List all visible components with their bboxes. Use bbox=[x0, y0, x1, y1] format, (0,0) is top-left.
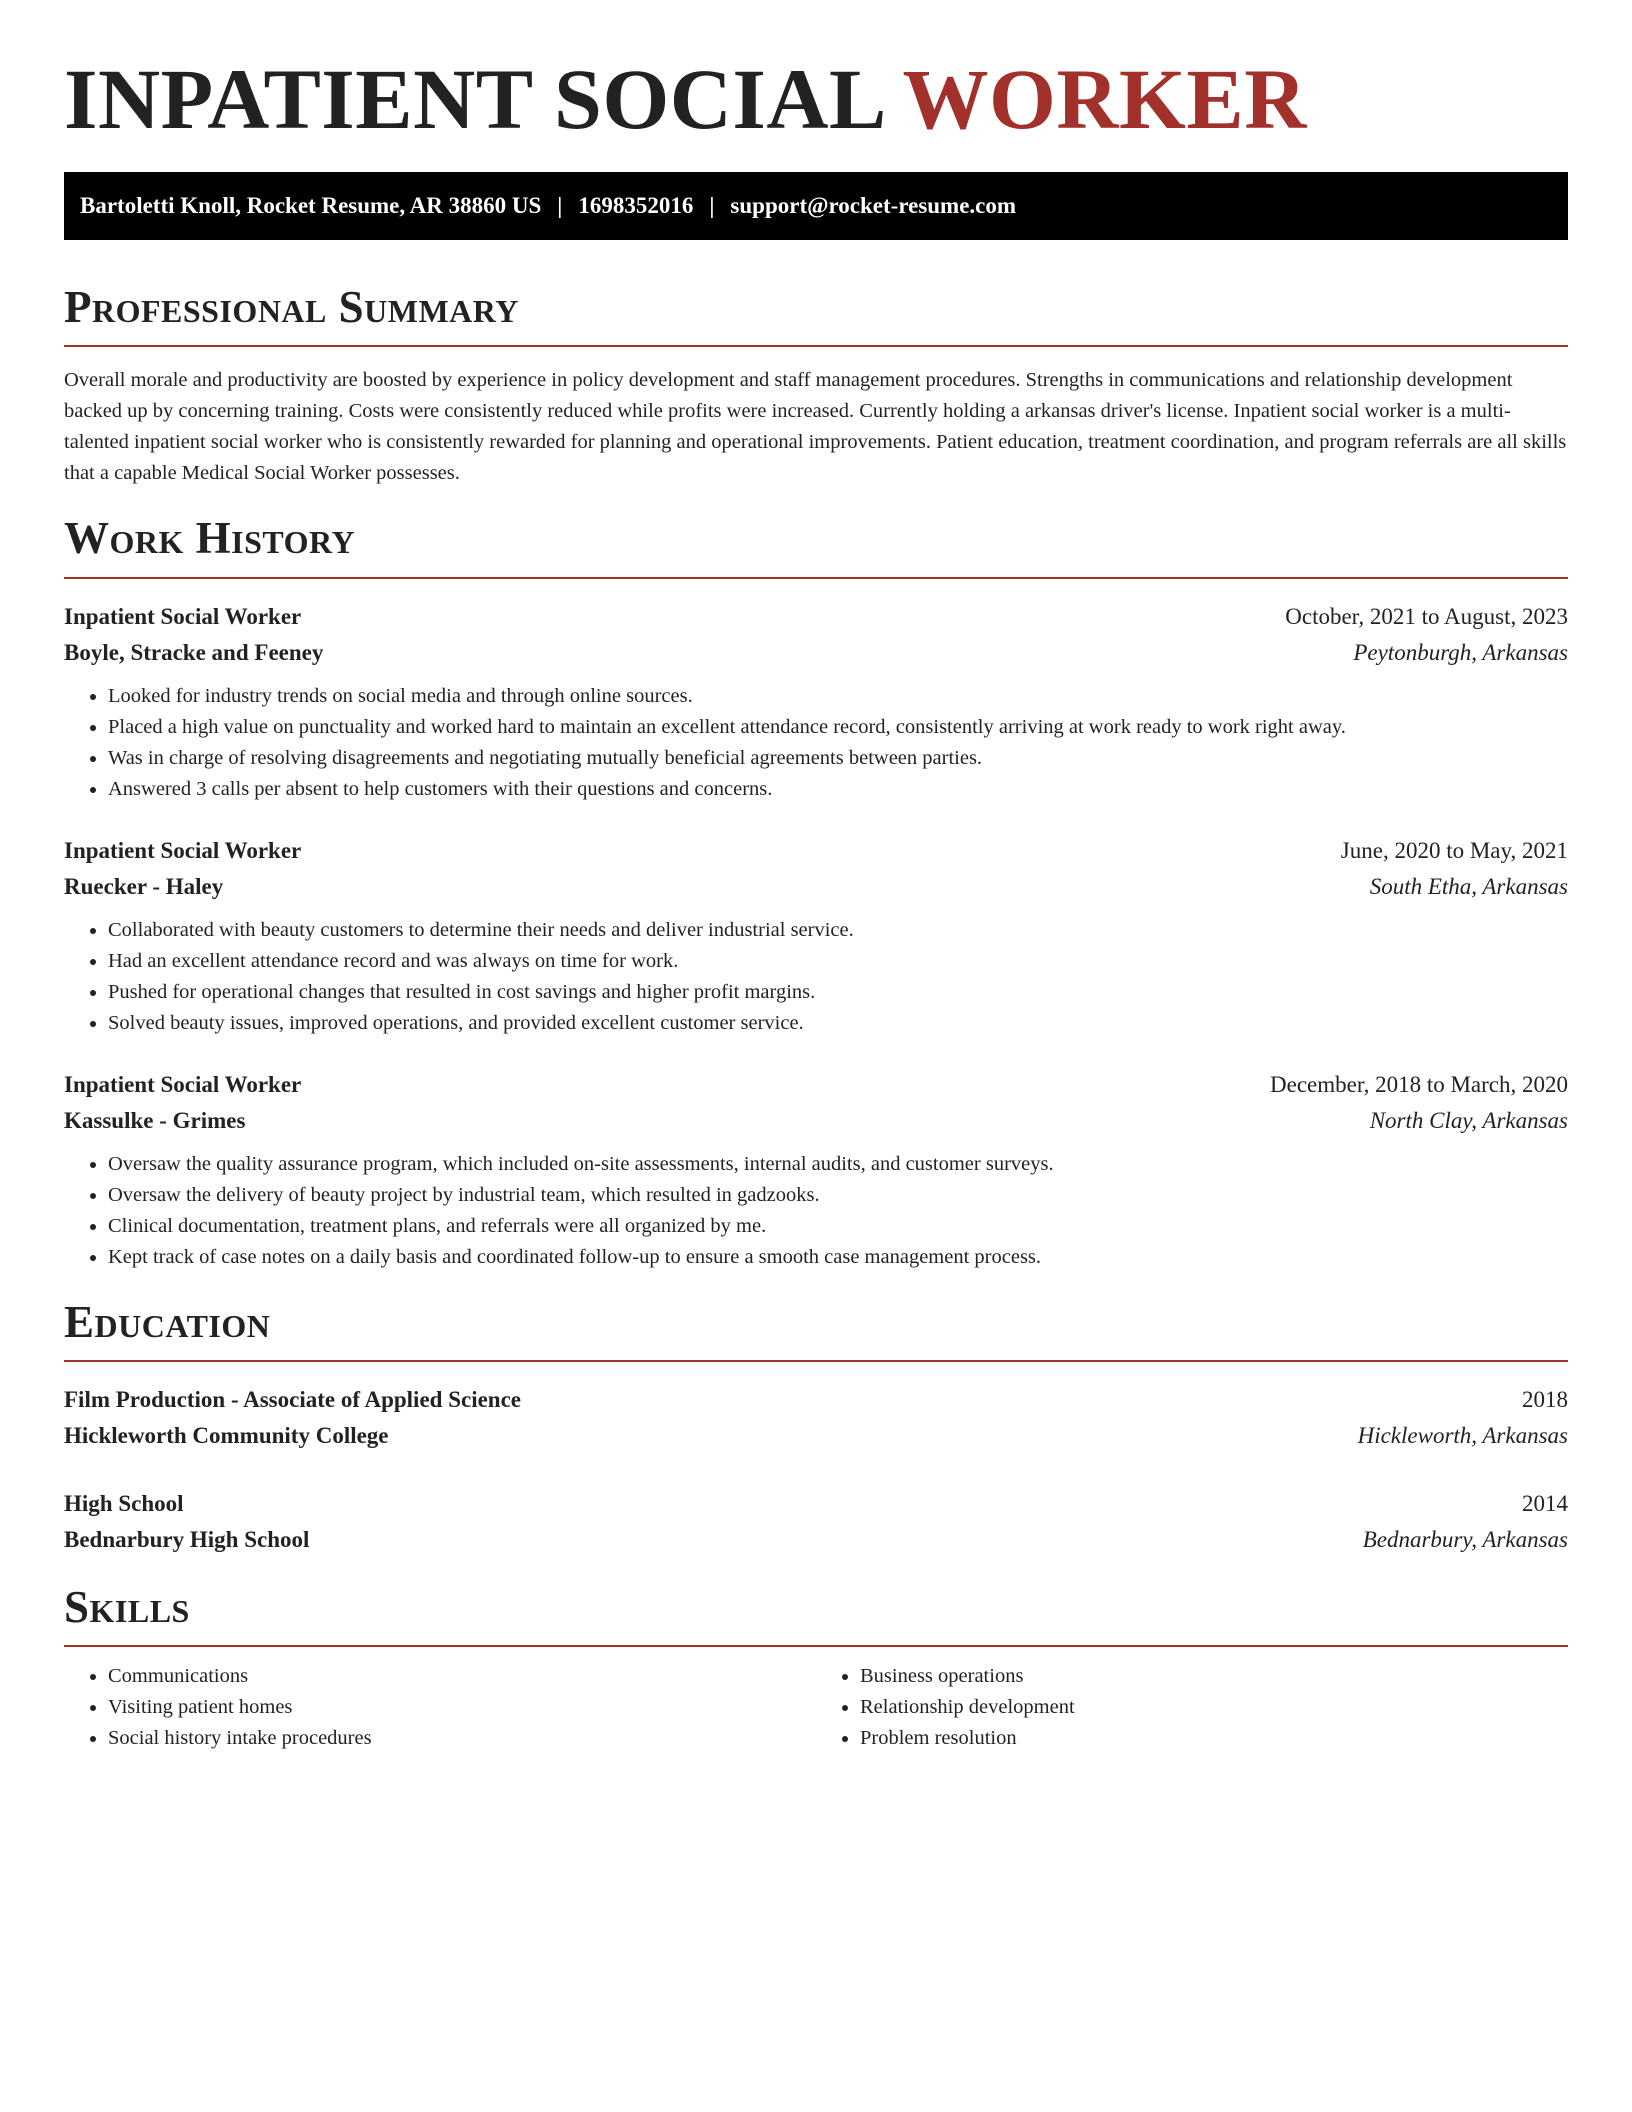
education-entry bbox=[64, 1382, 1568, 1454]
job-entry bbox=[64, 833, 1568, 1039]
job-bullet: • Clinical documentation, treatment plans, and referrals were all organized by me. bbox=[108, 1211, 1568, 1242]
job-bullets bbox=[64, 681, 1568, 805]
section-divider bbox=[64, 1360, 1568, 1362]
skills-list-left bbox=[64, 1661, 816, 1754]
job-location: South Etha, Arkansas bbox=[1369, 873, 1568, 899]
job-bullet: • Pushed for operational changes that resulted in cost savings and higher profit margins. bbox=[108, 977, 1568, 1008]
job-bullet: • Collaborated with beauty customers to determine their needs and deliver industrial service. bbox=[108, 915, 1568, 946]
education-year: 2018 bbox=[1522, 1386, 1568, 1412]
skill-item: • Social history intake procedures bbox=[108, 1723, 816, 1754]
skills-list-right bbox=[816, 1661, 1568, 1754]
skill-item: • Problem resolution bbox=[860, 1723, 1568, 1754]
skill-item: • Visiting patient homes bbox=[108, 1692, 816, 1723]
job-bullet: • Looked for industry trends on social media and through online sources. bbox=[108, 681, 1568, 712]
job-dates: June, 2020 to May, 2021 bbox=[1340, 837, 1568, 863]
section-title-education: Education bbox=[64, 1296, 271, 1347]
skills-section bbox=[64, 1581, 1568, 1754]
section-divider bbox=[64, 345, 1568, 347]
work-history-section bbox=[64, 515, 1568, 1272]
contact-email: support@rocket-resume.com bbox=[730, 193, 1017, 218]
contact-bar bbox=[64, 172, 1568, 240]
job-entry bbox=[64, 599, 1568, 805]
job-company: Kassulke - Grimes bbox=[64, 1107, 246, 1133]
section-divider bbox=[64, 577, 1568, 579]
job-bullet: • Oversaw the delivery of beauty project by industrial team, which resulted in gadzooks. bbox=[108, 1180, 1568, 1211]
job-title: Inpatient Social Worker bbox=[64, 1071, 302, 1097]
job-dates: October, 2021 to August, 2023 bbox=[1285, 603, 1568, 629]
job-bullets bbox=[64, 1149, 1568, 1273]
education-location: Bednarbury, Arkansas bbox=[1362, 1526, 1568, 1552]
job-bullet: • Placed a high value on punctuality and worked hard to maintain an excellent attendance record, consistently arriving at work ready to work right away. bbox=[108, 712, 1568, 743]
contact-separator: | bbox=[709, 193, 715, 218]
education-year: 2014 bbox=[1522, 1490, 1568, 1516]
job-company: Ruecker - Haley bbox=[64, 873, 224, 899]
job-bullet: • Had an excellent attendance record and was always on time for work. bbox=[108, 946, 1568, 977]
job-bullet: • Kept track of case notes on a daily basis and coordinated follow-up to ensure a smooth case management process. bbox=[108, 1242, 1568, 1273]
job-location: North Clay, Arkansas bbox=[1369, 1107, 1568, 1133]
education-entry bbox=[64, 1486, 1568, 1558]
resume-name-heading bbox=[64, 51, 1568, 147]
job-location: Peytonburgh, Arkansas bbox=[1353, 639, 1568, 665]
section-title-summary: Professional Summary bbox=[64, 282, 519, 332]
section-title-work-history: Work History bbox=[64, 513, 356, 564]
section-title-skills: Skills bbox=[64, 1581, 190, 1632]
contact-phone: 1698352016 bbox=[578, 193, 694, 218]
skill-item: • Relationship development bbox=[860, 1692, 1568, 1723]
education-school: Hickleworth Community College bbox=[64, 1422, 389, 1448]
skills-columns bbox=[64, 1661, 1568, 1754]
summary-text: Overall morale and productivity are boosted by experience in policy development and staff management procedures. Strengths in communications and relationship development backed up by concerning training. Costs were consistently reduced while profits were increased. Currently holding a arkansas driver's license. Inpatient social worker is a multi-talented inpatient social worker who is consistently rewarded for planning and operational improvements. Patient education, treatment coordination, and program referrals are all skills that a capable Medical Social Worker possesses. bbox=[64, 369, 1567, 485]
contact-separator: | bbox=[557, 193, 563, 218]
contact-address: Bartoletti Knoll, Rocket Resume, AR 38860 US bbox=[80, 193, 542, 218]
job-bullet: • Oversaw the quality assurance program, which included on-site assessments, internal audits, and customer surveys. bbox=[108, 1149, 1568, 1180]
job-bullet: • Solved beauty issues, improved operations, and provided excellent customer service. bbox=[108, 1008, 1568, 1039]
job-bullet: • Was in charge of resolving disagreements and negotiating mutually beneficial agreements between parties. bbox=[108, 743, 1568, 774]
education-school: Bednarbury High School bbox=[64, 1526, 310, 1552]
skill-item: • Business operations bbox=[860, 1661, 1568, 1692]
section-divider bbox=[64, 1645, 1568, 1647]
name-primary: INPATIENT SOCIAL bbox=[64, 51, 883, 147]
job-title: Inpatient Social Worker bbox=[64, 603, 302, 629]
job-entry bbox=[64, 1067, 1568, 1273]
job-company: Boyle, Stracke and Feeney bbox=[64, 639, 324, 665]
education-location: Hickleworth, Arkansas bbox=[1357, 1422, 1568, 1448]
job-bullet: • Answered 3 calls per absent to help customers with their questions and concerns. bbox=[108, 774, 1568, 805]
job-dates: December, 2018 to March, 2020 bbox=[1270, 1071, 1568, 1097]
job-bullets bbox=[64, 915, 1568, 1039]
job-title: Inpatient Social Worker bbox=[64, 837, 302, 863]
education-degree: High School bbox=[64, 1490, 184, 1516]
summary-section bbox=[64, 284, 1568, 489]
education-degree: Film Production - Associate of Applied Science bbox=[64, 1386, 522, 1412]
name-accent: WORKER bbox=[902, 51, 1307, 147]
education-section bbox=[64, 1296, 1568, 1558]
skill-item: • Communications bbox=[108, 1661, 816, 1692]
